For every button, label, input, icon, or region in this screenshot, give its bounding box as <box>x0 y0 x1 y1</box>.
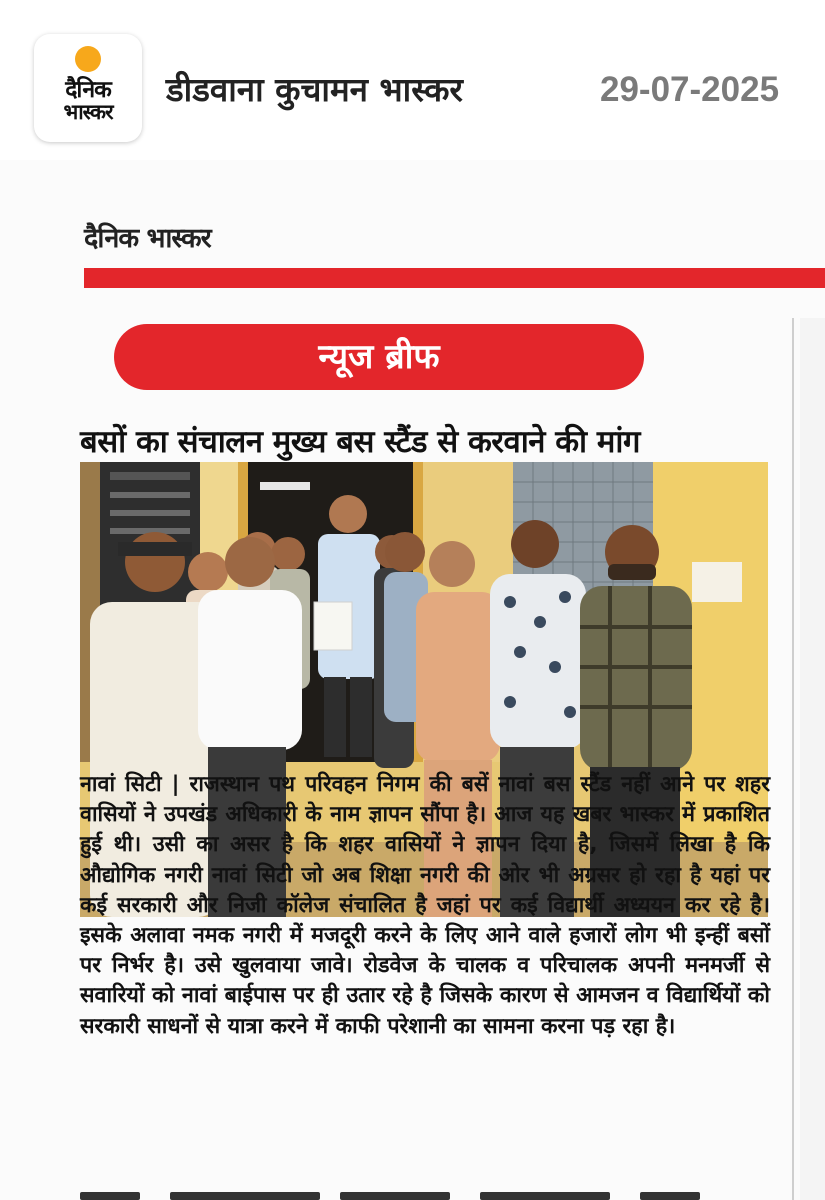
paper-masthead: दैनिक भास्कर <box>84 223 211 254</box>
app-header <box>0 0 825 160</box>
dainik-bhaskar-logo[interactable] <box>34 34 142 142</box>
section-title: न्यूज ब्रीफ <box>318 337 440 377</box>
article-dateline: नावां सिटी <box>80 772 162 797</box>
masthead-red-rule <box>84 268 825 288</box>
article-text: राजस्थान पथ परिवहन निगम की बसें नावां बस स्टैंड नहीं आने पर शहर वासियों ने उपखंड अधिकारी के नाम ज्ञापन सौंपा है। आज यह खबर भास्कर में प्रकाशित हुई थी। उसी का असर है कि शहर वासियों ने ज्ञापन दिया है, जिसमें लिखा है कि औद्योगिक नगरी नावां सिटी जो अब शिक्षा नगरी की ओर भी अग्रसर हो रहा है यहां पर कई सरकारी और निजी कॉलेज संचालित है जहां पर कई विद्यार्थी अध्ययन कर रहे है। इसके अलावा नमक नगरी में मजदूरी करने के लिए आने वाले हजारों लोग भी इन्हीं बसों पर निर्भर है। उसे खुलवाया जावे। रोडवेज के चालक व परिचालक अपनी मनमर्जी से सवारियों को नावां बाईपास पर ही उतार रहे है जिसके कारण से आमजन व विद्यार्थियों को सरकारी साधनों से यात्रा करने में काफी परेशानी का सामना करना पड़ रहा है। <box>80 772 770 1039</box>
section-banner <box>114 324 644 390</box>
logo-text-line1: दैनिक <box>65 77 111 103</box>
article-body <box>80 770 770 1042</box>
cut-off-next-line <box>80 1190 770 1200</box>
logo-text-line2: भास्कर <box>63 100 113 124</box>
next-column-edge <box>800 318 825 1200</box>
edition-title: डीडवाना कुचामन भास्कर <box>166 70 463 109</box>
news-clipping <box>0 160 825 1200</box>
sun-icon <box>75 46 101 72</box>
article-headline: बसों का संचालन मुख्य बस स्टैंड से करवाने की मांग <box>80 424 640 460</box>
edition-date: 29-07-2025 <box>600 70 780 109</box>
dateline-separator: | <box>161 772 190 797</box>
column-divider <box>792 318 794 1200</box>
